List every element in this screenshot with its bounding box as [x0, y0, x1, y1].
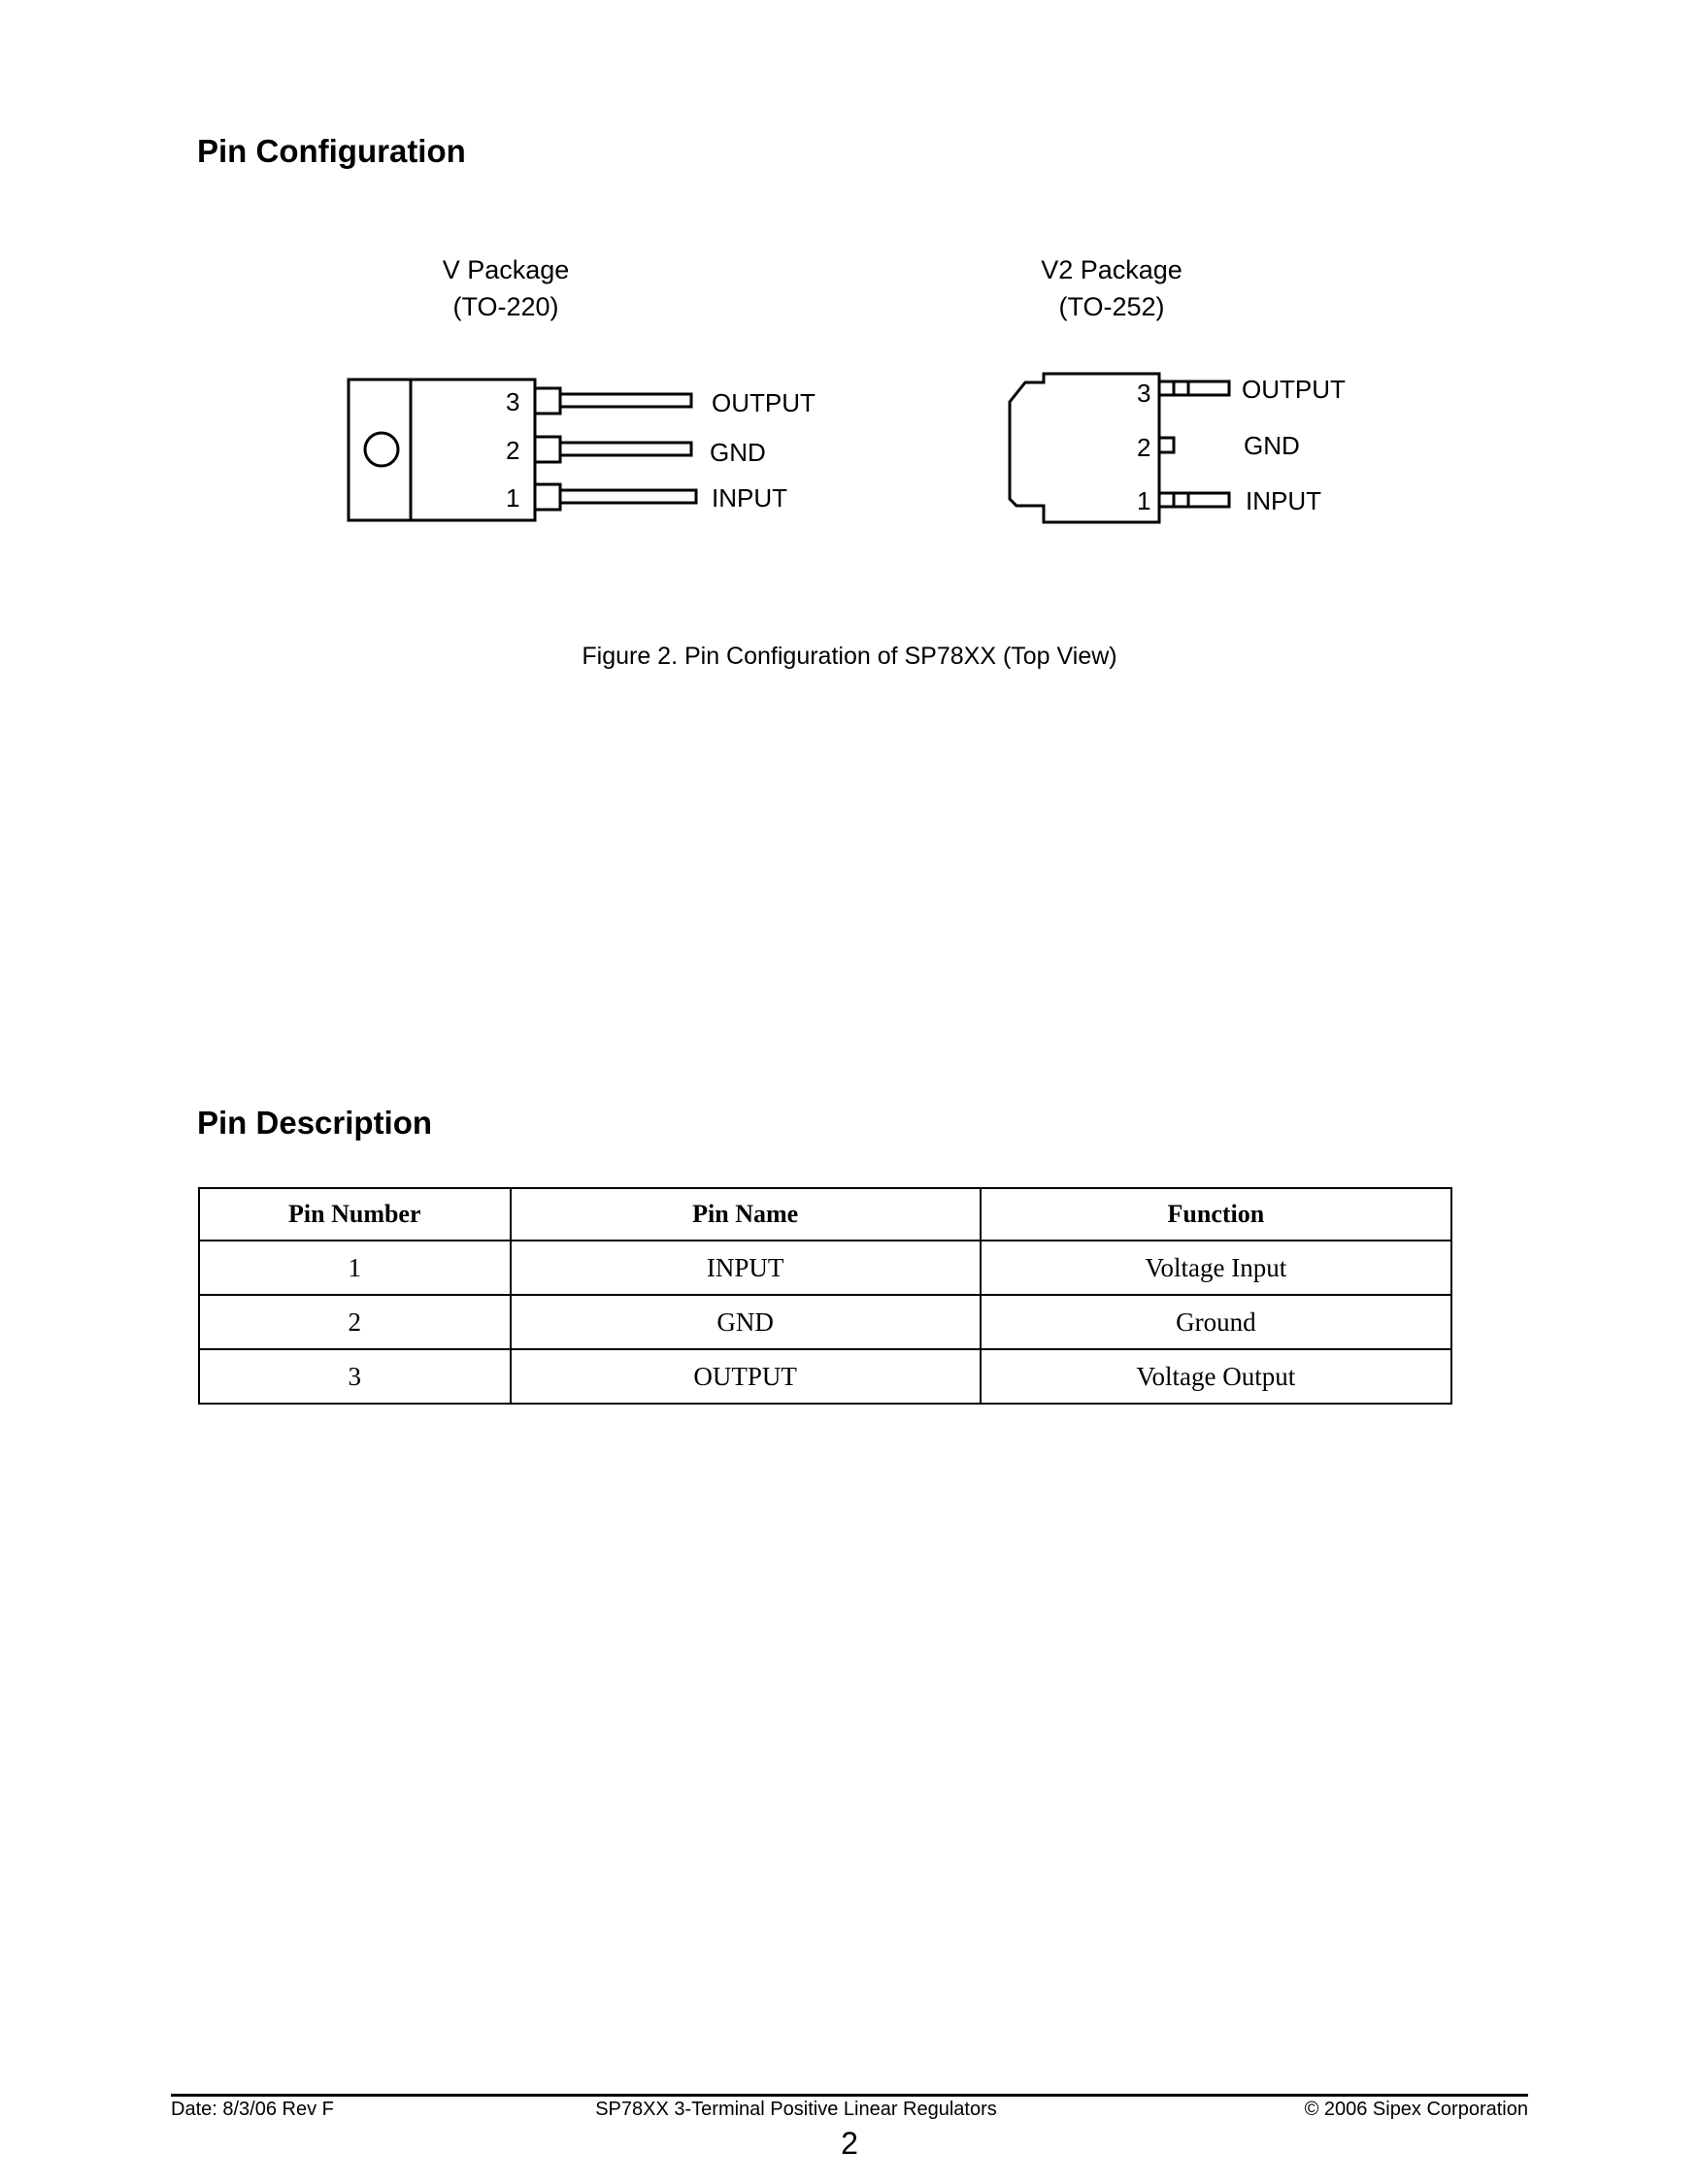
v-package-type: (TO-220) [452, 292, 559, 321]
to220-pin-label-input: INPUT [712, 483, 787, 513]
to252-pin-3-lead [1159, 381, 1229, 395]
cell-pin-name: INPUT [511, 1241, 981, 1295]
footer-divider [171, 2094, 1528, 2097]
to220-pin-3-lead [535, 388, 691, 414]
to252-pin-label-output: OUTPUT [1242, 375, 1346, 404]
to252-pin-number-3: 3 [1137, 379, 1151, 408]
table-row [199, 1349, 1451, 1404]
column-header-pin-number: Pin Number [199, 1188, 511, 1241]
table-row [199, 1241, 1451, 1295]
to252-pin-label-input: INPUT [1246, 486, 1321, 515]
table-row [199, 1295, 1451, 1349]
cell-pin-number: 2 [199, 1295, 511, 1349]
pin-description-heading: Pin Description [197, 1105, 433, 1141]
cell-function: Ground [981, 1295, 1451, 1349]
to220-mounting-hole [365, 433, 398, 466]
to220-pin-number-3: 3 [506, 387, 520, 416]
footer-document-title: SP78XX 3-Terminal Positive Linear Regulators [595, 2099, 997, 2120]
v2-package-name: V2 Package [1041, 255, 1183, 284]
to252-pin-label-gnd: GND [1244, 431, 1300, 460]
pin-description-table [198, 1187, 1452, 1405]
footer-date: Date: 8/3/06 Rev F [171, 2099, 334, 2120]
cell-pin-number: 3 [199, 1349, 511, 1404]
to220-pin-label-gnd: GND [710, 438, 766, 467]
v2-package-type: (TO-252) [1058, 292, 1165, 321]
v-package-name: V Package [442, 255, 570, 284]
to252-pin-number-1: 1 [1137, 486, 1151, 515]
table-header-row [199, 1188, 1451, 1241]
cell-pin-name: GND [511, 1295, 981, 1349]
cell-pin-name: OUTPUT [511, 1349, 981, 1404]
footer-copyright: © 2006 Sipex Corporation [1304, 2099, 1528, 2120]
column-header-function: Function [981, 1188, 1451, 1241]
to252-pin-number-2: 2 [1137, 433, 1151, 462]
to220-pin-label-output: OUTPUT [712, 388, 816, 417]
cell-function: Voltage Input [981, 1241, 1451, 1295]
pin-configuration-heading: Pin Configuration [197, 133, 466, 169]
figure-caption: Figure 2. Pin Configuration of SP78XX (Top View) [582, 643, 1117, 670]
to252-pin-1-lead [1159, 493, 1229, 507]
to220-pin-number-2: 2 [506, 436, 520, 465]
cell-pin-number: 1 [199, 1241, 511, 1295]
cell-function: Voltage Output [981, 1349, 1451, 1404]
column-header-pin-name: Pin Name [511, 1188, 981, 1241]
to220-pin-1-lead [535, 484, 696, 510]
to252-pin-2-lead [1159, 438, 1174, 452]
page-number: 2 [841, 2126, 858, 2161]
to220-pin-2-lead [535, 437, 691, 462]
to220-pin-number-1: 1 [506, 483, 520, 513]
